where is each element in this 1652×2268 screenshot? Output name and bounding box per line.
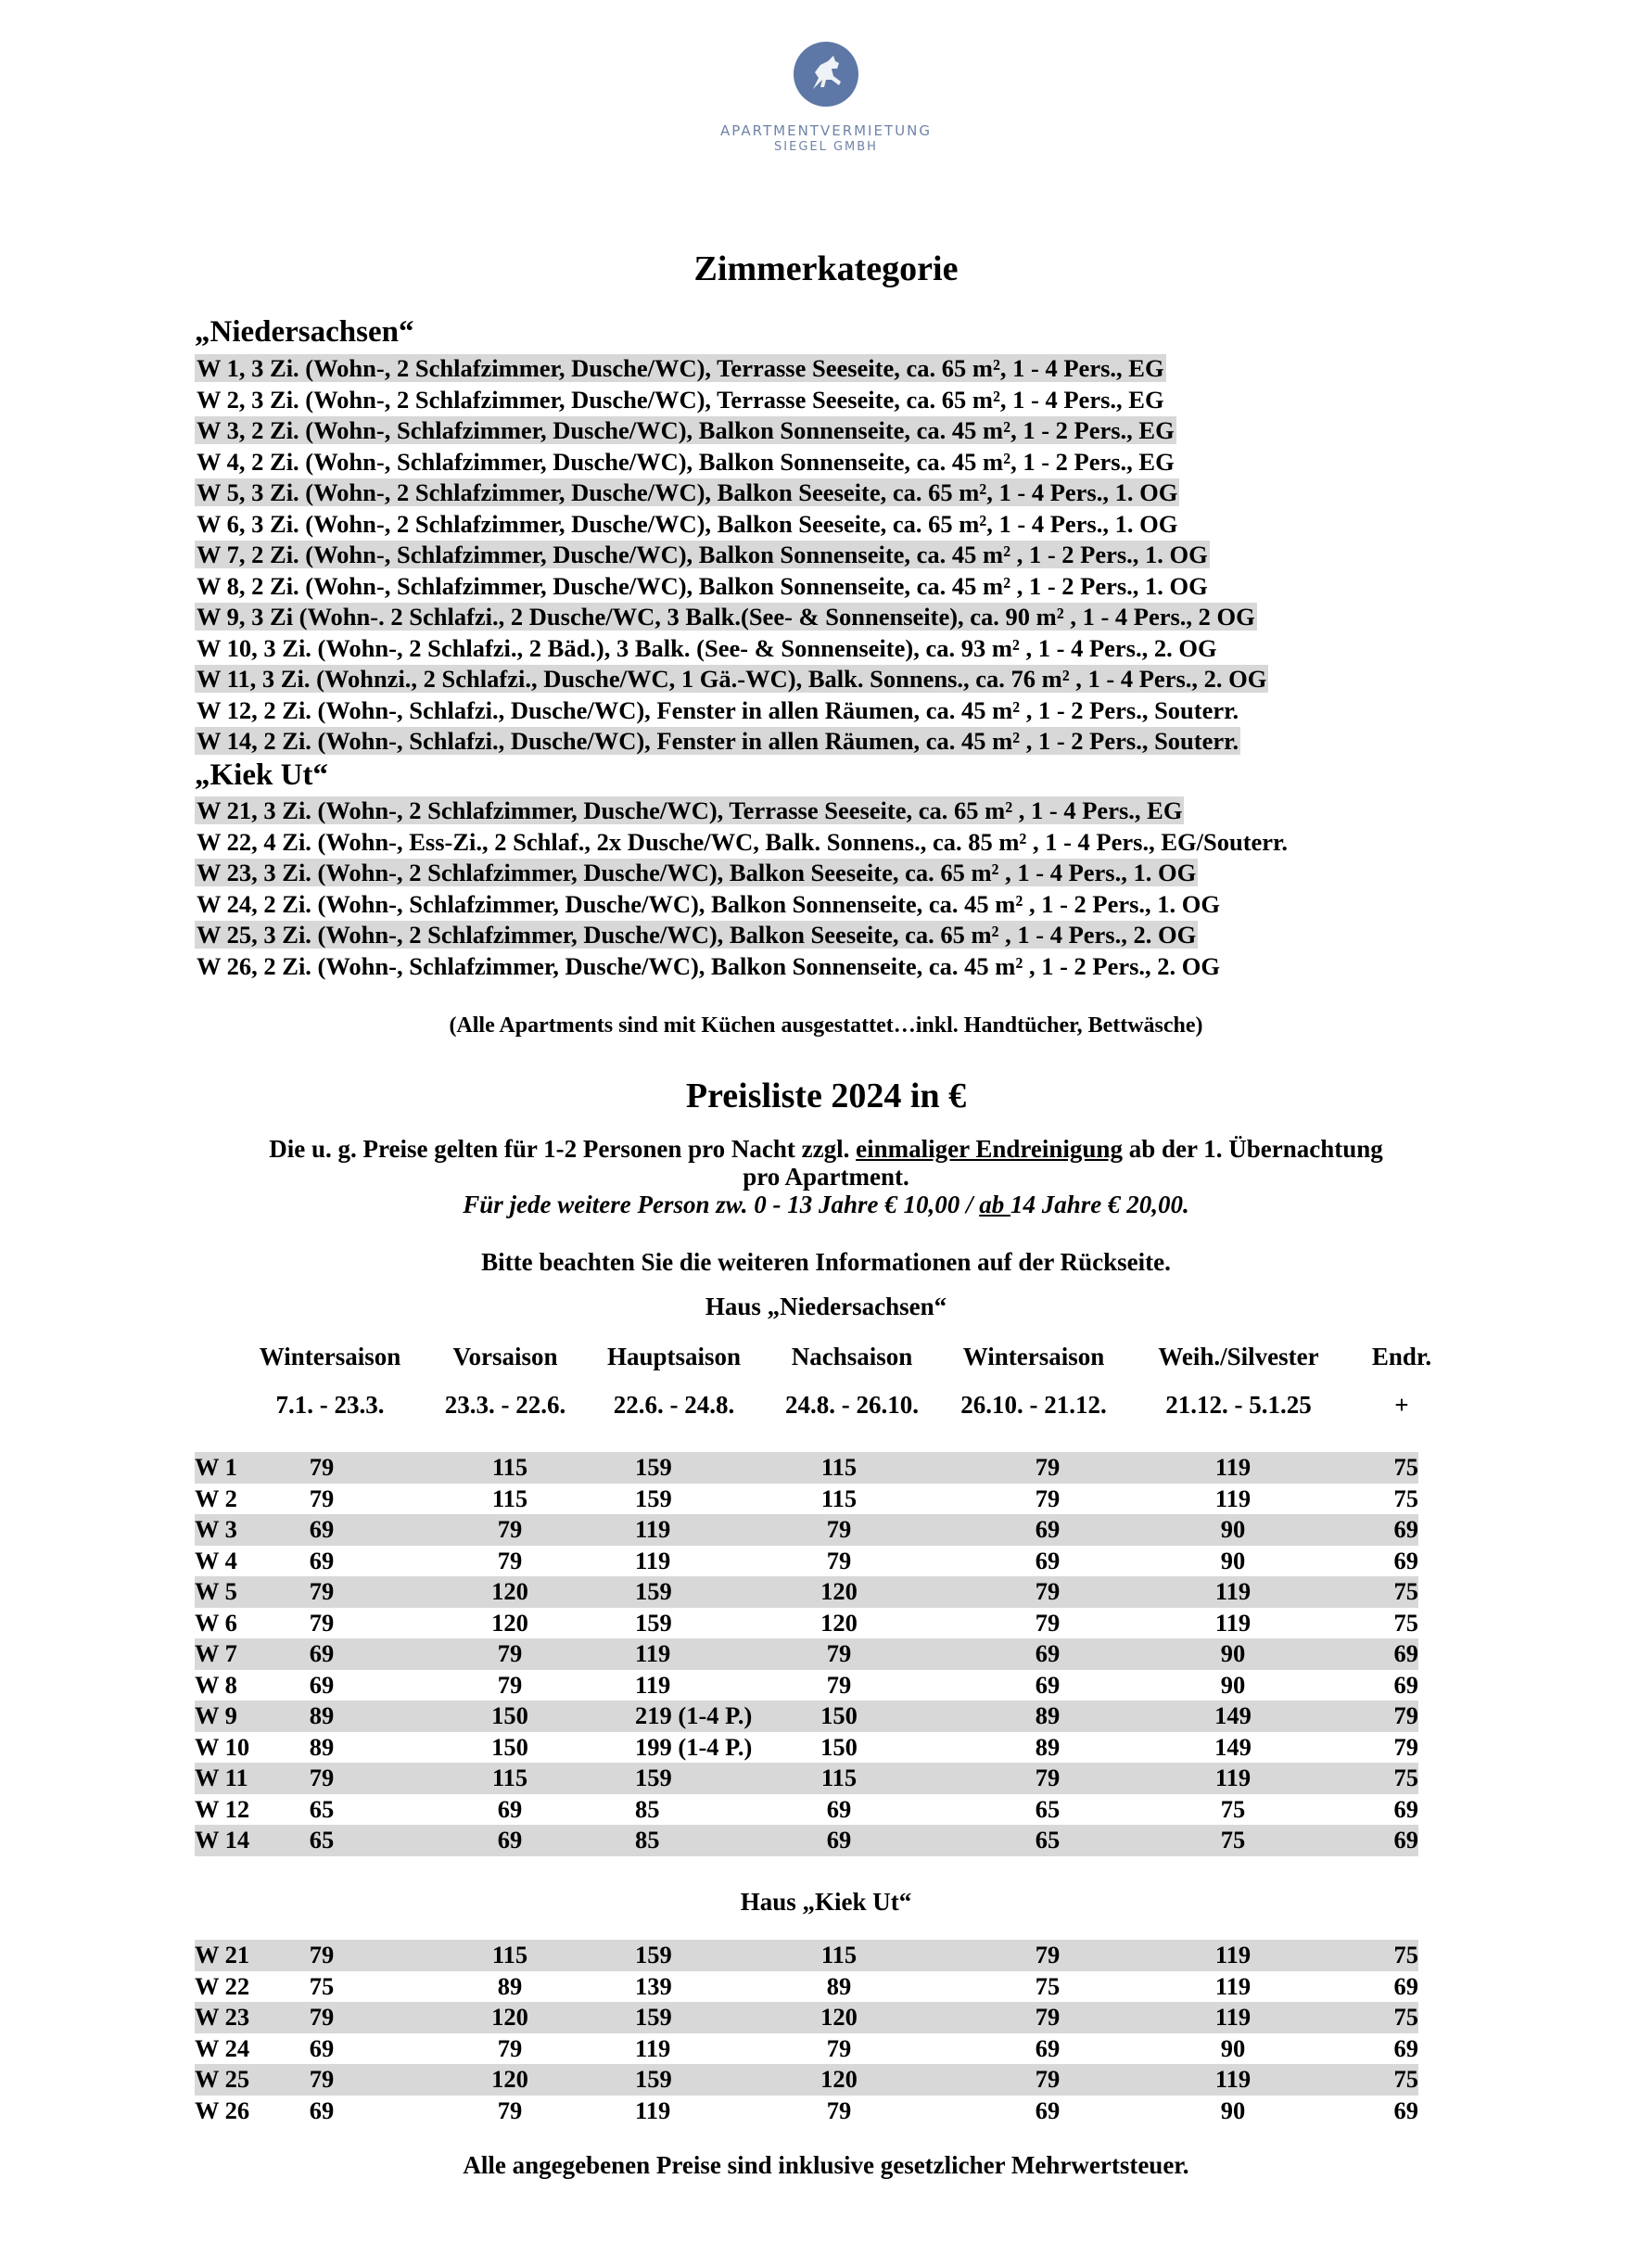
- price-vorsaison: 79: [497, 2096, 523, 2124]
- apartment-label: W 1: [195, 1453, 237, 1481]
- price-winter-2: 79: [1035, 2003, 1061, 2031]
- price-nachsaison: 79: [826, 1546, 852, 1574]
- price-nachsaison: 150: [820, 1701, 858, 1729]
- price-winter-1: 79: [309, 2065, 335, 2093]
- price-row: [195, 1670, 1418, 1701]
- room-entry-text: W 12, 2 Zi. (Wohn-, Schlafzi., Dusche/WC), Fenster in allen Räumen, ca. 45 m² , 1 - 2 Pers., Souterr.: [197, 695, 1239, 724]
- price-intro-line2: pro Apartment.: [743, 1163, 909, 1191]
- room-entry-text: W 4, 2 Zi. (Wohn-, Schlafzimmer, Dusche/WC), Balkon Sonnenseite, ca. 45 m², 1 - 2 Pers., EG: [197, 447, 1175, 476]
- price-winter-1: 89: [309, 1701, 335, 1729]
- price-hauptsaison: 119: [635, 1515, 671, 1543]
- room-entry: [195, 633, 1268, 665]
- room-entry-text: W 2, 3 Zi. (Wohn-, 2 Schlafzimmer, Dusche/WC), Terrasse Seeseite, ca. 65 m², 1 - 4 Pers., EG: [197, 385, 1164, 414]
- apartment-label: W 23: [195, 2003, 250, 2031]
- price-hauptsaison: 85: [635, 1794, 660, 1823]
- price-winter-1: 69: [309, 1515, 335, 1543]
- extra-person-text-b: 14 Jahre € 20,00.: [1010, 1191, 1189, 1218]
- price-vorsaison: 120: [491, 2003, 528, 2031]
- price-winter-1: 69: [309, 1639, 335, 1667]
- price-endreinigung: 79: [1393, 1701, 1418, 1729]
- price-nachsaison: 79: [826, 2096, 852, 2124]
- price-vorsaison: 115: [491, 1484, 528, 1512]
- price-winter-2: 65: [1035, 1826, 1061, 1854]
- season-header: Endr.: [1371, 1343, 1432, 1370]
- room-entry: [195, 858, 1290, 889]
- price-intro-text-a: Die u. g. Preise gelten für 1-2 Personen pro Nacht zzgl.: [269, 1135, 857, 1163]
- price-nachsaison: 120: [820, 1577, 858, 1605]
- price-nachsaison: 120: [820, 2003, 858, 2031]
- room-entry-text: W 25, 3 Zi. (Wohn-, 2 Schlafzimmer, Dusche/WC), Balkon Seeseite, ca. 65 m² , 1 - 4 Pers., 2. OG: [197, 921, 1197, 949]
- price-hauptsaison: 119: [635, 1670, 671, 1699]
- price-endreinigung: 69: [1393, 2096, 1418, 2124]
- price-winter-1: 69: [309, 2033, 335, 2062]
- price-weihnacht: 119: [1214, 2065, 1252, 2093]
- price-weihnacht: 119: [1214, 2003, 1252, 2031]
- logo-text-line2: SIEGEL GMBH: [774, 140, 878, 154]
- price-row: [195, 2033, 1418, 2065]
- price-winter-2: 69: [1035, 1515, 1061, 1543]
- price-weihnacht: 90: [1220, 1670, 1246, 1699]
- apartment-label: W 3: [195, 1515, 237, 1543]
- price-vorsaison: 69: [497, 1794, 523, 1823]
- price-vorsaison: 150: [491, 1701, 528, 1729]
- price-nachsaison: 115: [820, 1764, 858, 1791]
- price-endreinigung: 69: [1393, 1670, 1418, 1699]
- price-winter-2: 65: [1035, 1794, 1061, 1823]
- room-list-kiek-ut: [195, 796, 1290, 982]
- room-category-title: Zimmerkategorie: [693, 249, 959, 288]
- price-vorsaison: 115: [491, 1453, 528, 1481]
- price-row: [195, 2002, 1418, 2033]
- room-entry-text: W 7, 2 Zi. (Wohn-, Schlafzimmer, Dusche/WC), Balkon Sonnenseite, ca. 45 m² , 1 - 2 Pers., 1. OG: [197, 541, 1208, 568]
- room-entry-text: W 23, 3 Zi. (Wohn-, 2 Schlafzimmer, Dusche/WC), Balkon Seeseite, ca. 65 m² , 1 - 4 Pers., 1. OG: [197, 859, 1197, 886]
- price-vorsaison: 89: [497, 1971, 523, 2000]
- logo-text-line1: APARTMENTVERMIETUNG: [720, 122, 932, 139]
- price-winter-1: 79: [309, 1484, 335, 1512]
- price-hauptsaison: 119: [635, 1639, 671, 1667]
- price-hauptsaison: 119: [635, 1546, 671, 1574]
- price-hauptsaison: 159: [635, 1608, 672, 1637]
- season-header: Vorsaison: [452, 1343, 558, 1370]
- price-endreinigung: 69: [1393, 1546, 1418, 1574]
- price-winter-1: 89: [309, 1732, 335, 1761]
- group-heading-kiek-ut: „Kiek Ut“: [195, 758, 328, 792]
- price-endreinigung: 75: [1393, 1764, 1418, 1791]
- room-entry: [195, 796, 1290, 827]
- price-row: [195, 1546, 1418, 1577]
- price-winter-1: 79: [309, 2003, 335, 2031]
- price-row: [195, 1732, 1418, 1764]
- price-hauptsaison: 219 (1-4 P.): [635, 1701, 753, 1729]
- room-entry: [195, 726, 1268, 758]
- extra-person-underlined: ab: [979, 1191, 1010, 1218]
- price-weihnacht: 119: [1214, 1764, 1252, 1791]
- price-winter-1: 65: [309, 1794, 335, 1823]
- price-vorsaison: 79: [497, 1639, 523, 1667]
- price-weihnacht: 90: [1220, 1546, 1246, 1574]
- price-weihnacht: 90: [1220, 1639, 1246, 1667]
- apartment-label: W 4: [195, 1546, 237, 1574]
- price-weihnacht: 90: [1220, 1515, 1246, 1543]
- price-list-title: Preisliste 2024 in €: [685, 1077, 967, 1115]
- period-header: 23.3. - 22.6.: [444, 1391, 566, 1419]
- period-header: 24.8. - 26.10.: [785, 1391, 919, 1419]
- price-table-kiek-ut: [195, 1940, 1418, 2126]
- apartment-label: W 5: [195, 1577, 237, 1605]
- price-hauptsaison: 119: [635, 2033, 671, 2062]
- price-winter-2: 79: [1035, 1453, 1061, 1481]
- price-nachsaison: 69: [826, 1826, 852, 1854]
- price-weihnacht: 119: [1214, 1941, 1252, 1969]
- price-winter-2: 79: [1035, 1608, 1061, 1637]
- price-hauptsaison: 159: [635, 1484, 672, 1512]
- price-vorsaison: 79: [497, 1670, 523, 1699]
- price-weihnacht: 119: [1214, 1577, 1252, 1605]
- price-hauptsaison: 159: [635, 1764, 672, 1791]
- price-vorsaison: 69: [497, 1826, 523, 1854]
- house-niedersachsen-heading: Haus „Niedersachsen“: [705, 1293, 947, 1320]
- room-entry-text: W 5, 3 Zi. (Wohn-, 2 Schlafzimmer, Dusche/WC), Balkon Seeseite, ca. 65 m², 1 - 4 Pers., 1. OG: [197, 478, 1178, 506]
- price-winter-2: 69: [1035, 1546, 1061, 1574]
- price-vorsaison: 115: [491, 1941, 528, 1969]
- price-endreinigung: 75: [1393, 1608, 1418, 1637]
- room-entry: [195, 602, 1268, 633]
- price-row: [195, 2064, 1418, 2096]
- price-vorsaison: 115: [491, 1764, 528, 1791]
- price-row: [195, 2096, 1418, 2127]
- apartment-label: W 22: [195, 1971, 250, 2000]
- price-winter-2: 69: [1035, 1639, 1061, 1667]
- price-winter-2: 79: [1035, 1764, 1061, 1791]
- price-winter-1: 79: [309, 1608, 335, 1637]
- price-winter-2: 79: [1035, 1577, 1061, 1605]
- room-entry-text: W 24, 2 Zi. (Wohn-, Schlafzimmer, Dusche/WC), Balkon Sonnenseite, ca. 45 m² , 1 - 2 Pers., 1. OG: [197, 889, 1221, 918]
- price-row: [195, 1576, 1418, 1608]
- room-entry: [195, 951, 1290, 983]
- apartment-label: W 12: [195, 1794, 250, 1823]
- price-weihnacht: 75: [1220, 1794, 1246, 1823]
- room-entry-text: W 3, 2 Zi. (Wohn-, Schlafzimmer, Dusche/WC), Balkon Sonnenseite, ca. 45 m², 1 - 2 Pers., EG: [197, 416, 1175, 444]
- apartment-label: W 25: [195, 2065, 250, 2093]
- price-endreinigung: 69: [1393, 1639, 1418, 1667]
- price-nachsaison: 79: [826, 1515, 852, 1543]
- price-weihnacht: 149: [1214, 1732, 1252, 1761]
- period-header: 26.10. - 21.12.: [960, 1391, 1107, 1419]
- price-vorsaison: 79: [497, 2033, 523, 2062]
- room-entry-text: W 9, 3 Zi (Wohn-. 2 Schlafzi., 2 Dusche/WC, 3 Balk.(See- & Sonnenseite), ca. 90 m² , 1 - 4 Pers., 2 OG: [197, 603, 1255, 631]
- price-winter-2: 89: [1035, 1732, 1061, 1761]
- price-winter-1: 79: [309, 1764, 335, 1791]
- extra-person-text-a: Für jede weitere Person zw. 0 - 13 Jahre € 10,00 /: [463, 1191, 980, 1218]
- room-entry-text: W 1, 3 Zi. (Wohn-, 2 Schlafzimmer, Dusche/WC), Terrasse Seeseite, ca. 65 m², 1 - 4 Pers., EG: [197, 354, 1164, 382]
- price-weihnacht: 119: [1214, 1608, 1252, 1637]
- price-row: [195, 1452, 1418, 1484]
- price-row: [195, 1638, 1418, 1670]
- price-winter-2: 79: [1035, 2065, 1061, 2093]
- price-row: [195, 1514, 1418, 1546]
- price-row: [195, 1971, 1418, 2003]
- price-table-niedersachsen: [195, 1452, 1418, 1856]
- price-nachsaison: 79: [826, 1639, 852, 1667]
- price-hauptsaison: 139: [635, 1971, 672, 2000]
- room-entry-text: W 22, 4 Zi. (Wohn-, Ess-Zi., 2 Schlaf., 2x Dusche/WC, Balk. Sonnens., ca. 85 m² , 1 - 4 Pers., EG/Souterr.: [197, 827, 1288, 856]
- price-vorsaison: 79: [497, 1515, 523, 1543]
- room-entry: [195, 920, 1290, 951]
- price-winter-1: 79: [309, 1577, 335, 1605]
- price-hauptsaison: 85: [635, 1826, 660, 1854]
- period-header: +: [1394, 1391, 1409, 1419]
- price-endreinigung: 69: [1393, 1971, 1418, 2000]
- price-endreinigung: 69: [1393, 1515, 1418, 1543]
- price-intro: [0, 1135, 1652, 1218]
- price-vorsaison: 120: [491, 1608, 528, 1637]
- price-weihnacht: 119: [1214, 1484, 1252, 1512]
- price-hauptsaison: 119: [635, 2096, 671, 2124]
- price-winter-1: 65: [309, 1826, 335, 1854]
- house-kiek-ut-heading: Haus „Kiek Ut“: [740, 1888, 912, 1916]
- price-hauptsaison: 199 (1-4 P.): [635, 1732, 753, 1761]
- room-entry: [195, 478, 1268, 509]
- apartment-label: W 14: [195, 1826, 250, 1854]
- apartment-label: W 8: [195, 1670, 237, 1699]
- room-entry-text: W 11, 3 Zi. (Wohnzi., 2 Schlafzi., Dusche/WC, 1 Gä.-WC), Balk. Sonnens., ca. 76 m² , 1 - 4 Pers., 2. OG: [197, 665, 1267, 693]
- room-entry-text: W 14, 2 Zi. (Wohn-, Schlafzi., Dusche/WC), Fenster in allen Räumen, ca. 45 m² , 1 - 2 Pers., Souterr.: [197, 727, 1239, 755]
- season-header: Wintersaison: [962, 1343, 1105, 1370]
- price-endreinigung: 75: [1393, 1453, 1418, 1481]
- kitchen-note: (Alle Apartments sind mit Küchen ausgestattet…inkl. Handtücher, Bettwäsche): [449, 1013, 1203, 1038]
- price-row: [195, 1763, 1418, 1794]
- season-header: Nachsaison: [791, 1343, 913, 1370]
- price-winter-1: 69: [309, 2096, 335, 2124]
- apartment-label: W 10: [195, 1732, 250, 1761]
- price-vorsaison: 120: [491, 1577, 528, 1605]
- room-entry: [195, 695, 1268, 727]
- price-endreinigung: 69: [1393, 2033, 1418, 2062]
- period-header: 22.6. - 24.8.: [613, 1391, 735, 1419]
- back-side-note: Bitte beachten Sie die weiteren Informationen auf der Rückseite.: [481, 1248, 1171, 1276]
- season-header: Wintersaison: [259, 1343, 401, 1370]
- price-nachsaison: 79: [826, 1670, 852, 1699]
- room-entry: [195, 385, 1268, 416]
- period-header: 21.12. - 5.1.25: [1165, 1391, 1312, 1419]
- price-weihnacht: 149: [1214, 1701, 1252, 1729]
- price-endreinigung: 75: [1393, 1484, 1418, 1512]
- room-entry: [195, 889, 1290, 921]
- price-vorsaison: 120: [491, 2065, 528, 2093]
- price-nachsaison: 115: [820, 1941, 858, 1969]
- price-hauptsaison: 159: [635, 1453, 672, 1481]
- price-nachsaison: 79: [826, 2033, 852, 2062]
- room-entry-text: W 21, 3 Zi. (Wohn-, 2 Schlafzimmer, Dusche/WC), Terrasse Seeseite, ca. 65 m² , 1 - 4 Pers., EG: [197, 796, 1183, 824]
- apartment-label: W 7: [195, 1639, 237, 1667]
- price-vorsaison: 79: [497, 1546, 523, 1574]
- apartment-label: W 6: [195, 1608, 237, 1637]
- price-weihnacht: 119: [1214, 1971, 1252, 2000]
- price-winter-1: 75: [309, 1971, 335, 2000]
- room-entry: [195, 571, 1268, 603]
- price-endreinigung: 75: [1393, 2065, 1418, 2093]
- price-hauptsaison: 159: [635, 2065, 672, 2093]
- price-endreinigung: 75: [1393, 1577, 1418, 1605]
- price-hauptsaison: 159: [635, 1941, 672, 1969]
- room-list-niedersachsen: [195, 353, 1268, 758]
- price-intro-text-b: ab der 1. Übernachtung: [1122, 1135, 1383, 1163]
- room-entry: [195, 827, 1290, 859]
- price-weihnacht: 119: [1214, 1453, 1252, 1481]
- room-entry-text: W 8, 2 Zi. (Wohn-, Schlafzimmer, Dusche/WC), Balkon Sonnenseite, ca. 45 m² , 1 - 2 Pers., 1. OG: [197, 571, 1208, 600]
- price-row: [195, 1608, 1418, 1639]
- price-winter-2: 89: [1035, 1701, 1061, 1729]
- price-winter-2: 69: [1035, 1670, 1061, 1699]
- apartment-label: W 2: [195, 1484, 237, 1512]
- apartment-label: W 9: [195, 1701, 237, 1729]
- price-endreinigung: 75: [1393, 1941, 1418, 1969]
- price-nachsaison: 89: [826, 1971, 852, 2000]
- price-nachsaison: 115: [820, 1484, 858, 1512]
- price-winter-1: 69: [309, 1546, 335, 1574]
- room-entry: [195, 540, 1268, 571]
- room-entry-text: W 26, 2 Zi. (Wohn-, Schlafzimmer, Dusche/WC), Balkon Sonnenseite, ca. 45 m² , 1 - 2 Pers., 2. OG: [197, 951, 1221, 980]
- room-entry-text: W 10, 3 Zi. (Wohn-, 2 Schlafzi., 2 Bäd.), 3 Balk. (See- & Sonnenseite), ca. 93 m² , 1 - 4 Pers., 2. OG: [197, 633, 1217, 662]
- apartment-label: W 26: [195, 2096, 250, 2124]
- price-nachsaison: 150: [820, 1732, 858, 1761]
- season-header: Weih./Silvester: [1158, 1343, 1319, 1370]
- price-hauptsaison: 159: [635, 2003, 672, 2031]
- price-endreinigung: 75: [1393, 2003, 1418, 2031]
- price-weihnacht: 90: [1220, 2096, 1246, 2124]
- room-entry: [195, 447, 1268, 478]
- price-winter-1: 79: [309, 1453, 335, 1481]
- apartment-label: W 24: [195, 2033, 250, 2062]
- room-entry-text: W 6, 3 Zi. (Wohn-, 2 Schlafzimmer, Dusche/WC), Balkon Seeseite, ca. 65 m², 1 - 4 Pers., 1. OG: [197, 509, 1178, 538]
- room-entry: [195, 664, 1268, 695]
- price-row: [195, 1484, 1418, 1515]
- price-hauptsaison: 159: [635, 1577, 672, 1605]
- price-endreinigung: 69: [1393, 1826, 1418, 1854]
- company-logo: [0, 41, 1652, 156]
- price-winter-2: 75: [1035, 1971, 1061, 2000]
- price-weihnacht: 90: [1220, 2033, 1246, 2062]
- room-entry: [195, 415, 1268, 447]
- price-nachsaison: 69: [826, 1794, 852, 1823]
- horse-logo-icon: [793, 41, 859, 108]
- room-entry: [195, 353, 1268, 385]
- price-winter-2: 69: [1035, 2033, 1061, 2062]
- price-nachsaison: 120: [820, 1608, 858, 1637]
- price-winter-1: 69: [309, 1670, 335, 1699]
- price-endreinigung: 69: [1393, 1794, 1418, 1823]
- price-winter-2: 79: [1035, 1484, 1061, 1512]
- room-entry: [195, 509, 1268, 541]
- price-winter-1: 79: [309, 1941, 335, 1969]
- apartment-label: W 21: [195, 1941, 250, 1969]
- price-endreinigung: 79: [1393, 1732, 1418, 1761]
- group-heading-niedersachsen: „Niedersachsen“: [195, 315, 414, 349]
- price-vorsaison: 150: [491, 1732, 528, 1761]
- price-weihnacht: 75: [1220, 1826, 1246, 1854]
- price-winter-2: 79: [1035, 1941, 1061, 1969]
- price-row: [195, 1701, 1418, 1732]
- price-nachsaison: 120: [820, 2065, 858, 2093]
- price-winter-2: 69: [1035, 2096, 1061, 2124]
- price-nachsaison: 115: [820, 1453, 858, 1481]
- price-row: [195, 1794, 1418, 1826]
- price-row: [195, 1940, 1418, 1971]
- period-header: 7.1. - 23.3.: [275, 1391, 385, 1419]
- price-row: [195, 1825, 1418, 1856]
- vat-footer: Alle angegebenen Preise sind inklusive gesetzlicher Mehrwertsteuer.: [463, 2151, 1189, 2179]
- apartment-label: W 11: [195, 1764, 248, 1791]
- season-header: Hauptsaison: [606, 1343, 742, 1370]
- price-intro-underlined: einmaliger Endreinigung: [856, 1135, 1123, 1163]
